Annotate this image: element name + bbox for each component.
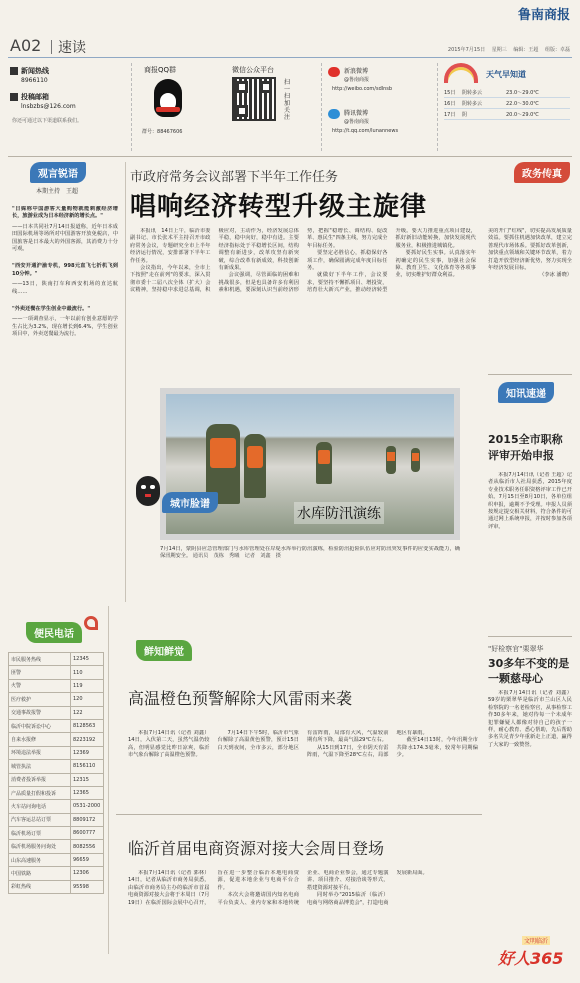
weather-desc: 阴 <box>462 111 468 118</box>
issue-weekday: 星期三 <box>491 47 507 53</box>
weather-row <box>444 87 570 98</box>
services-name: 火车站问询电话 <box>9 800 71 813</box>
services-phone[interactable]: 12365 <box>71 786 104 799</box>
weather-story-paragraph: 截至14日13时，今年汛期全市共降水174.3毫米，较常年同期偏少。 <box>396 737 478 759</box>
services-row <box>9 867 104 880</box>
footer-logo-brand: 好人365 <box>498 949 564 968</box>
services-phone[interactable]: 12369 <box>71 746 104 759</box>
lead-paragraph: 会议强调，尽管面临的困难和挑战很多，但是也具备许多有利因素和机遇，要深刻认识当前经济形势，把握"稳增长、调结构、促改革、惠民生"四条主线，努力完成全年目标任务。 <box>218 228 388 294</box>
services-phone[interactable]: 8600777 <box>71 827 104 840</box>
lead-tag: 政务传真 <box>514 162 570 183</box>
sina-weibo-label: 新浪微博 <box>344 68 369 75</box>
sina-weibo-handle: @鲁南商报 <box>344 77 370 83</box>
services-phone[interactable]: 96659 <box>71 853 104 866</box>
section-name: 速读 <box>58 40 86 56</box>
weather-day: 15日 <box>444 89 456 96</box>
services-phone[interactable]: 110 <box>71 666 104 679</box>
weather-story-paragraph: 7月14日下午5时，临沂市气象台解除了高温黄色预警，预计15日白天到夜间，全市多云，部分地区有雷阵雨，局部有大风，气温较前期有所下降，最高气温29℃左右。 <box>217 730 389 751</box>
qq-title: 商报QQ群 <box>144 66 177 74</box>
email-label: 投稿邮箱 <box>21 93 49 101</box>
phone-icon <box>10 67 18 75</box>
lead-kicker: 市政府常务会议部署下半年工作任务 <box>130 170 339 185</box>
services-row <box>9 773 104 786</box>
services-name: 环境违法举报 <box>9 746 71 759</box>
services-phone[interactable]: 120 <box>71 693 104 706</box>
sidebar-story-title: 30多年不变的是一颗慈母心 <box>488 657 570 685</box>
sidebar-news <box>488 380 572 632</box>
services-phone[interactable]: 12345 <box>71 653 104 666</box>
qq-number <box>142 129 182 136</box>
weather-story-headline: 高温橙色预警解除大风雷雨来袭 <box>128 689 353 708</box>
tencent-weibo-url[interactable]: http://t.qq.com/lunannews <box>332 128 399 134</box>
rescuer-figure <box>386 446 396 474</box>
opinion-item: "西安开通沪渝专机，998元直飞七折机飞到10分钟。" <box>12 263 118 277</box>
weather-story-tag: 鲜知鲜觉 <box>136 640 192 661</box>
weather-table <box>444 87 570 120</box>
qq-number-value: 88467606 <box>157 129 183 135</box>
services-name: 交通事故报警 <box>9 706 71 719</box>
opera-mask-icon <box>136 476 160 506</box>
tencent-weibo-handle: @鲁南商报 <box>344 119 370 125</box>
qq-penguin-icon <box>154 79 182 117</box>
services-row <box>9 693 104 706</box>
weather-row <box>444 109 570 120</box>
services-phone[interactable]: 8809172 <box>71 813 104 826</box>
services-phone[interactable]: 8082556 <box>71 840 104 853</box>
rescuer-figure <box>411 448 420 472</box>
sidebar-news-body: 本报7月14日讯（记者 王超）记者从临沂市人社局获悉，2015年度专业技术职务任职资格评审工作已开始。7月15日至8月10日，各单位组织申报，逾期不予受理。申报人员须按规定提交相关材料，符合条件的可通过网上系统申报，并按时参加各项评审。 <box>488 472 572 530</box>
services-phone[interactable]: 8223192 <box>71 733 104 746</box>
services-row <box>9 746 104 759</box>
services-row <box>9 679 104 692</box>
photo-caption <box>160 546 460 568</box>
services-phone[interactable]: 0531-2000 <box>71 800 104 813</box>
services-tag: 便民电话 <box>26 622 82 643</box>
contact-note: 你还可通过以下渠道联系我们。 <box>12 118 83 124</box>
services-name: 城管执法 <box>9 760 71 773</box>
services-phone[interactable]: 119 <box>71 679 104 692</box>
services-row <box>9 813 104 826</box>
photo-title: 水库防汛演练 <box>294 502 384 524</box>
services-phone[interactable]: 12315 <box>71 773 104 786</box>
lead-paragraph: 就做好下半年工作，会议要求，要坚持不懈抓项目、增投资，培育壮大新兴产业，推动经济转型升级。要大力推进重点项目建设，抓好新旧动能转换，加快发展现代服务业，积极推进城镇化。 <box>307 228 476 294</box>
services-row <box>9 666 104 679</box>
mail-icon <box>10 93 18 101</box>
wechat-box <box>222 63 322 151</box>
contact-box <box>8 63 132 151</box>
wechat-scan-text: 扫一扫加关注 <box>284 79 291 121</box>
sina-weibo-icon <box>328 67 340 77</box>
weather-temp: 22.0～30.0℃ <box>506 100 539 107</box>
hotline-number: 8966110 <box>21 77 48 84</box>
opinion-item: ——13日，陕南打车和西安机场的直达航线…… <box>12 281 118 295</box>
services-name: 临沂机场服务问询处 <box>9 840 71 853</box>
services-row <box>9 827 104 840</box>
info-strip-rule <box>8 156 572 157</box>
weibo-box <box>326 63 438 151</box>
weather-story <box>116 640 480 810</box>
section-code: A02 <box>10 36 42 55</box>
weather-temp: 23.0～29.0℃ <box>506 89 539 96</box>
services-row <box>9 719 104 732</box>
services-table-body <box>9 653 104 894</box>
services-name: 匪警 <box>9 666 71 679</box>
services-name: 汽车客运总站订票 <box>9 813 71 826</box>
services-name: 市民服务热线 <box>9 653 71 666</box>
services-row <box>9 880 104 893</box>
weather-box <box>442 63 572 151</box>
services-name: 临沂机场订票 <box>9 827 71 840</box>
footer-logo <box>498 936 570 976</box>
lead-paragraph: 会议指出，今年以来，全市上下按照"走在前列"的要求，深入贯彻市委十二届八次全体（扩大）会议精神，坚持稳中求进总基调，积极应对，主动作为，经济发展总体平稳，稳中向好，稳中有进。主要经济指标处于平稳增长区间，结构调整有新进步，改革攻坚有新突破，综合改革有新成效，科技创新有新成果。 <box>130 228 299 294</box>
services-phone-icon <box>84 616 98 630</box>
weather-day: 16日 <box>444 100 456 107</box>
weather-story-body <box>128 730 478 806</box>
services-row <box>9 840 104 853</box>
tencent-weibo-icon <box>328 109 340 119</box>
hotline-label: 新闻热线 <box>21 67 49 75</box>
paper-name: 鲁南商报 <box>517 8 570 23</box>
services-phone[interactable]: 12306 <box>71 867 104 880</box>
services-row <box>9 800 104 813</box>
issue-date: 2015年7月15日 <box>447 47 486 53</box>
photo-credit: 通讯员 茂栋 秀曦 记者 刘鑫 摄 <box>192 553 281 560</box>
weather-temp: 20.0～29.0℃ <box>506 111 539 118</box>
weather-day: 17日 <box>444 111 456 118</box>
qq-box <box>136 63 218 151</box>
photo-tag-label: 城市脸谱 <box>162 492 218 513</box>
sidebar-story <box>488 642 572 932</box>
services-name: 临沂中院诉讼中心 <box>9 719 71 732</box>
lead-paragraph: 要坚定必胜信心，抓稳保好各项工作，确保圆满完成年度目标任务。 <box>307 250 388 272</box>
services-name: 山东高速服务 <box>9 853 71 866</box>
weather-desc: 阴转多云 <box>462 100 483 107</box>
lead-paragraph: 本报讯 14日上午，临沂市委副书记、市长张术平主持召开市政府常务会议，专题研究全市上半年经济运行情况，安排部署下半年工作任务。 <box>130 228 211 264</box>
lead-body <box>130 228 476 376</box>
weather-row <box>444 98 570 109</box>
qr-code-icon[interactable] <box>232 77 276 121</box>
sidebar-story-quote: "好检察官"栗翠华 <box>488 645 544 653</box>
info-strip <box>8 63 572 155</box>
services-row <box>9 853 104 866</box>
services-phone[interactable]: 95598 <box>71 880 104 893</box>
issue-info <box>448 47 570 54</box>
weather-desc: 阴转多云 <box>462 89 483 96</box>
lead-story <box>130 162 482 567</box>
ecommerce-body <box>128 870 478 958</box>
ecommerce-story <box>116 820 480 960</box>
services-name: 自来水报修 <box>9 733 71 746</box>
lead-tail-body <box>488 228 572 374</box>
ecommerce-paragraph: 本次大会将邀请国内知名电商平台负责人、业内专家和本地传统企业、电商企业参会，通过专题演讲、项目推介、对接洽谈等形式，搭建资源对接平台。 <box>217 870 389 906</box>
rescuer-figure <box>316 442 332 484</box>
services-name: 火警 <box>9 679 71 692</box>
opinion-body <box>12 206 118 602</box>
lead-headline: 唱响经济转型升级主旋律 <box>130 192 428 222</box>
services-panel <box>8 606 104 954</box>
services-table <box>8 652 104 894</box>
opinion-item: ——日本共同社7月14日报道称，近年日本成田国际机场等场所对中国游客开放免税店，中国旅客是日本最大的外国客源，其消费力十分可观。 <box>12 223 118 253</box>
qq-number-label: 群号： <box>142 129 158 135</box>
services-row <box>9 760 104 773</box>
email-address[interactable]: lnsbzbs@126.com <box>21 103 76 110</box>
masthead <box>0 0 580 56</box>
services-phone[interactable]: 122 <box>71 706 104 719</box>
services-row <box>9 733 104 746</box>
wechat-title: 微信公众平台 <box>232 66 274 74</box>
masthead-rule <box>8 57 572 58</box>
weather-story-paragraph: 本报7月14日讯（记者 刘鑫）14日，入伏第二天，虽然气温仍较高，但明显感觉比昨日凉爽，临沂市气象台解除了高温橙色预警。 <box>128 730 210 759</box>
rescuer-figure <box>244 434 266 498</box>
opinion-byline: 本期主持 王超 <box>36 188 79 195</box>
sidebar-news-tag: 知讯速递 <box>498 382 554 403</box>
services-name: 医疗救护 <box>9 693 71 706</box>
services-name: 中国铁路 <box>9 867 71 880</box>
services-phone[interactable]: 8156110 <box>71 760 104 773</box>
footer-logo-sub: 文明临沂 <box>524 938 549 945</box>
issue-proof: 组版：卓磊 <box>544 47 570 53</box>
opinion-item: "日媒称中国游客大量购物就能刺激经济增长，旅游业成为日本经济新的增长点。" <box>12 206 118 220</box>
lead-tail-credit: （李冰 潘晓） <box>539 272 572 279</box>
sina-weibo-url[interactable]: http://weibo.com/sdlnsb <box>332 86 393 92</box>
lead-tail-paragraph: 美的开门"红线"，切实提高发展质量效益。要抓住机遇加快改革，建立完善现代市场体系。要抓好改革创新，加快重点领域和关键环节改革，着力打造开放型经济新优势，努力实现全年经济发展目标。 <box>488 228 572 272</box>
opinion-column <box>8 162 122 602</box>
lead-paragraph: 要抓好民生实事。认真落实年初确定的民生实事，加强社会保障、教育卫生、文化体育等各项事业，切实维护好群众利益。 <box>395 250 476 279</box>
services-phone[interactable]: 8128563 <box>71 719 104 732</box>
ecommerce-paragraph: 本报7月14日讯（记者 郭林）14日，记者从临沂市商务局获悉，由临沂市商务局主办的临沂市首届电商资源对接大会将于本周日（7月19日）在临沂国际会展中心召开，旨在进一步整合临沂本地电商资源，促进本地企业与电商平台合作。 <box>128 870 299 906</box>
lead-tail <box>488 162 572 372</box>
sidebar-story-body: 本报7月14日讯（记者 刘鑫）59岁的栗翠华是临沂市兰山区人民检察院的一名老检察官，从事检察工作30多年来，她对待每一个未成年犯罪嫌疑人都像对待自己的孩子一样，耐心教育、悉心帮助，先后帮助多名失足青少年重新走上正道，赢得了大家的一致赞誉。 <box>488 690 572 748</box>
services-name: 产品质量打假和投诉 <box>9 786 71 799</box>
ecommerce-paragraph: 同时举办"2015临沂（临沂）电商与网络商品博览会"，打造电商发展新局面。 <box>307 870 428 906</box>
services-name: 彩虹热线 <box>9 880 71 893</box>
services-row <box>9 706 104 719</box>
weather-rainbow-icon <box>444 63 478 83</box>
opinion-item: ——一项调查显示，一年以前有创业意愿的学生占比为3.2%，现在增长到6.4%，学生创业项目中，外卖送餐最为流行。 <box>12 316 118 338</box>
photo-caption-text: 7月14日，蒙阴县应急管理部门与水库管理处在岸堤水库举行防汛演练，检验防汛抢险队伍应对防汛突发事件的应变实战能力，确保汛期安全。 <box>160 546 460 560</box>
weather-title: 天气早知道 <box>486 70 526 79</box>
services-name: 消费者投诉举报 <box>9 773 71 786</box>
opinion-item: "外卖还餐在学生创业中最流行。" <box>12 306 91 313</box>
services-row <box>9 786 104 799</box>
lead-photo <box>160 388 460 540</box>
issue-editor: 编辑：王超 <box>513 47 539 53</box>
services-row <box>9 653 104 666</box>
sidebar-news-title: 2015全市职称评审开始申报 <box>488 433 563 462</box>
opinion-tag: 观言锐语 <box>30 162 86 183</box>
tencent-weibo-label: 腾讯微博 <box>344 110 369 117</box>
weather-story-paragraph: 从15日到17日，全市阴天有雷阵雨，气温下降至28℃左右，局部地区有暴雨。 <box>307 730 428 759</box>
ecommerce-headline: 临沂首届电商资源对接大会周日登场 <box>128 839 385 858</box>
